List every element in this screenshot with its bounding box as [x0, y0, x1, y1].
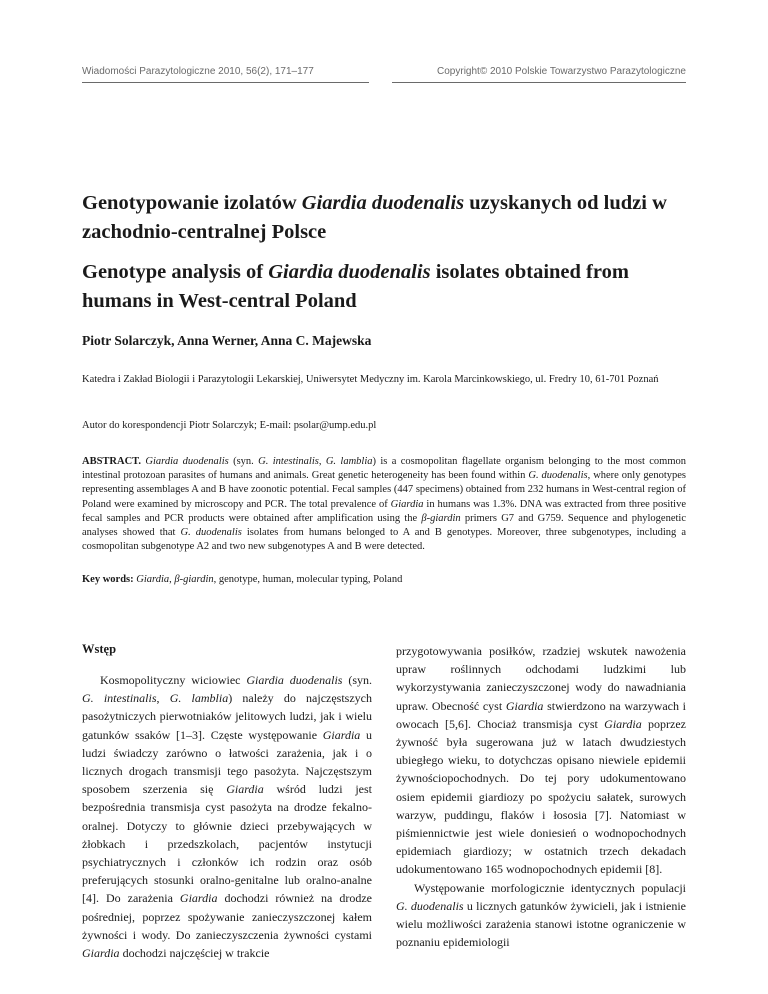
copyright-notice: Copyright© 2010 Polskie Towarzystwo Parazytologiczne	[437, 66, 686, 77]
title-polish: Genotypowanie izolatów Giardia duodenalis uzyskanych od ludzi w zachodnio-centralnej Polsce	[82, 192, 667, 243]
intro-paragraph-1-continued: przygotowywania posiłków, rzadziej wskutek nawożenia upraw roślinnych odchodami ludzkimi lub wykorzystywania zanieczyszczonej wody do nawadniania upraw. Obecność cyst Giardia stwierdzono na warzywach i owocach [5,6]. Chociaż transmisja cyst Giardia poprzez żywność była sugerowana już w latach dwudziestych ubiegłego wieku, to dotychczas opisano niewiele epidemii żywnościopochodnych. Do tej pory udokumentowano osiem epidemii giardiozy po spożyciu sałatek, surowych warzyw, puddingu, flaków i łososia [7]. Natomiast w piśmiennictwie jest wiele doniesień o wodnopochodnych epidemiach giardiozy; w ostatnich trzech dekadach udokumentowano 165 wodnopochodnych epidemii [8].	[396, 644, 687, 877]
left-column	[82, 653, 372, 962]
intro-paragraph-1: Kosmopolityczny wiciowiec Giardia duodenalis (syn. G. intestinalis, G. lamblia) należy do najczęstszych pasożytniczych pierwotniaków jelitowych ludzi, jak i wielu gatunków ssaków [1–3]. Częste występowanie Giardia u ludzi świadczy zarówno o łatwości zarażenia, jak i o licznych drogach transmisji tego pasożyta. Najczęstszym sposobem szerzenia się Giardia wśród ludzi jest bezpośrednia transmisja cyst pasożyta na drodze fekalno-oralnej. Dotyczy to głównie dzieci przebywających w żłobkach i przedszkolach, pacjentów instytucji psychiatrycznych i członków ich rodzin oraz osób preferujących stosunki oralno-genitalne lub oralno-analne [4]. Do zarażenia Giardia dochodzi również na drodze pośredniej, poprzez spożywanie zanieczyszczonej kałem żywności i wody. Do zanieczyszczenia żywności cystami Giardia dochodzi najczęściej w trakcie	[82, 673, 373, 961]
right-column	[396, 642, 686, 951]
authors: Piotr Solarczyk, Anna Werner, Anna C. Majewska	[82, 333, 372, 348]
section-title: Wstęp	[82, 642, 117, 656]
running-header	[82, 66, 686, 77]
header-rule-right	[392, 82, 686, 83]
abstract: ABSTRACT. Giardia duodenalis (syn. G. intestinalis, G. lamblia) is a cosmopolitan flagellate organism belonging to the most common intestinal protozoan parasites of humans and animals. Great genetic heterogeneity has been found within G. duodenalis, where only genotypes representing assemblages A and B have zoonotic potential. Fecal samples (447 specimens) obtained from 232 humans in West-central region of Poland were examined by microscopy and PCR. The total prevalence of Giardia in humans was 1.3%. DNA was extracted from three positive fecal samples and PCR products were obtained after amplification using the β-giardin primers G7 and G759. Sequence and phylogenetic analyses showed that G. duodenalis isolates from humans belonged to A and B genotypes. Moreover, three subgenotypes, including a cosmopolitan subgenotype A2 and two new subgenotypes A and B were detected.	[82, 456, 687, 553]
intro-paragraph-2: Występowanie morfologicznie identycznych populacji G. duodenalis u licznych gatunków żywicieli, jak i istnienie wielu możliwości zarażenia stanowi istotne ograniczenie w poznaniu epidemiologii	[396, 880, 686, 950]
header-rule-left	[82, 82, 369, 83]
keywords: Key words: Giardia, β-giardin, genotype, human, molecular typing, Poland	[82, 574, 403, 585]
affiliation: Katedra i Zakład Biologii i Parazytologii Lekarskiej, Uniwersytet Medyczny im. Karola Marcinkowskiego, ul. Fredry 10, 61-701 Poznań	[82, 374, 659, 385]
title-english: Genotype analysis of Giardia duodenalis isolates obtained from humans in West-central Poland	[82, 261, 629, 312]
journal-citation: Wiadomości Parazytologiczne 2010, 56(2), 171–177	[82, 66, 314, 77]
correspondence: Autor do korespondencji Piotr Solarczyk; E-mail: psolar@ump.edu.pl	[82, 420, 377, 431]
